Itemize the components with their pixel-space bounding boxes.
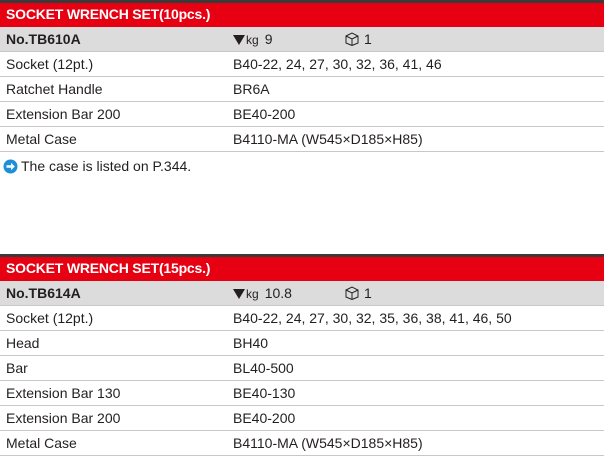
weight-triangle-icon — [233, 35, 245, 45]
item-value: BL40-500 — [233, 360, 294, 376]
model-row — [0, 27, 604, 52]
set-title-banner — [0, 0, 604, 27]
item-name: Extension Bar 130 — [6, 385, 121, 401]
quantity-value: 1 — [364, 285, 372, 301]
weight-info — [233, 285, 292, 301]
case-note — [3, 158, 191, 174]
arrow-right-circle-icon — [3, 159, 18, 174]
table-row — [0, 331, 604, 356]
note-text: The case is listed on P.344. — [21, 158, 192, 174]
table-row — [0, 431, 604, 456]
item-value: B4110-MA (W545×D185×H85) — [233, 131, 423, 147]
item-name: Socket (12pt.) — [6, 310, 94, 326]
item-name: Extension Bar 200 — [6, 410, 121, 426]
weight-info — [233, 31, 272, 47]
item-value: BE40-130 — [233, 385, 296, 401]
item-name: Socket (12pt.) — [6, 56, 94, 72]
table-row — [0, 406, 604, 431]
set-tb614a — [0, 254, 604, 456]
box-icon — [345, 32, 359, 46]
item-name: Metal Case — [6, 131, 77, 147]
table-row — [0, 306, 604, 331]
weight-value: 10.8 — [264, 285, 292, 301]
set-title: SOCKET WRENCH SET(15pcs.) — [6, 260, 211, 276]
item-name: Extension Bar 200 — [6, 106, 121, 122]
set-title-banner — [0, 254, 604, 281]
item-name: Bar — [6, 360, 28, 376]
weight-unit: kg — [246, 33, 259, 47]
item-value: B40-22, 24, 27, 30, 32, 35, 36, 38, 41, 46, 50 — [233, 310, 512, 326]
table-row — [0, 52, 604, 77]
table-row — [0, 77, 604, 102]
table-row — [0, 127, 604, 152]
model-number: No.TB610A — [6, 31, 81, 47]
item-value: BR6A — [233, 81, 270, 97]
table-row — [0, 356, 604, 381]
weight-triangle-icon — [233, 289, 245, 299]
item-value: BH40 — [233, 335, 269, 351]
box-icon — [345, 286, 359, 300]
weight-unit: kg — [246, 287, 259, 301]
item-name: Metal Case — [6, 435, 77, 451]
table-row — [0, 102, 604, 127]
table-row — [0, 381, 604, 406]
item-name: Head — [6, 335, 40, 351]
model-row — [0, 281, 604, 306]
item-value: BE40-200 — [233, 106, 296, 122]
model-number: No.TB614A — [6, 285, 81, 301]
item-value: B4110-MA (W545×D185×H85) — [233, 435, 423, 451]
item-value: B40-22, 24, 27, 30, 32, 36, 41, 46 — [233, 56, 442, 72]
set-title: SOCKET WRENCH SET(10pcs.) — [6, 6, 211, 22]
set-tb610a — [0, 0, 604, 174]
weight-value: 9 — [264, 31, 273, 47]
quantity-value: 1 — [364, 31, 372, 47]
item-value: BE40-200 — [233, 410, 296, 426]
item-name: Ratchet Handle — [6, 81, 103, 97]
